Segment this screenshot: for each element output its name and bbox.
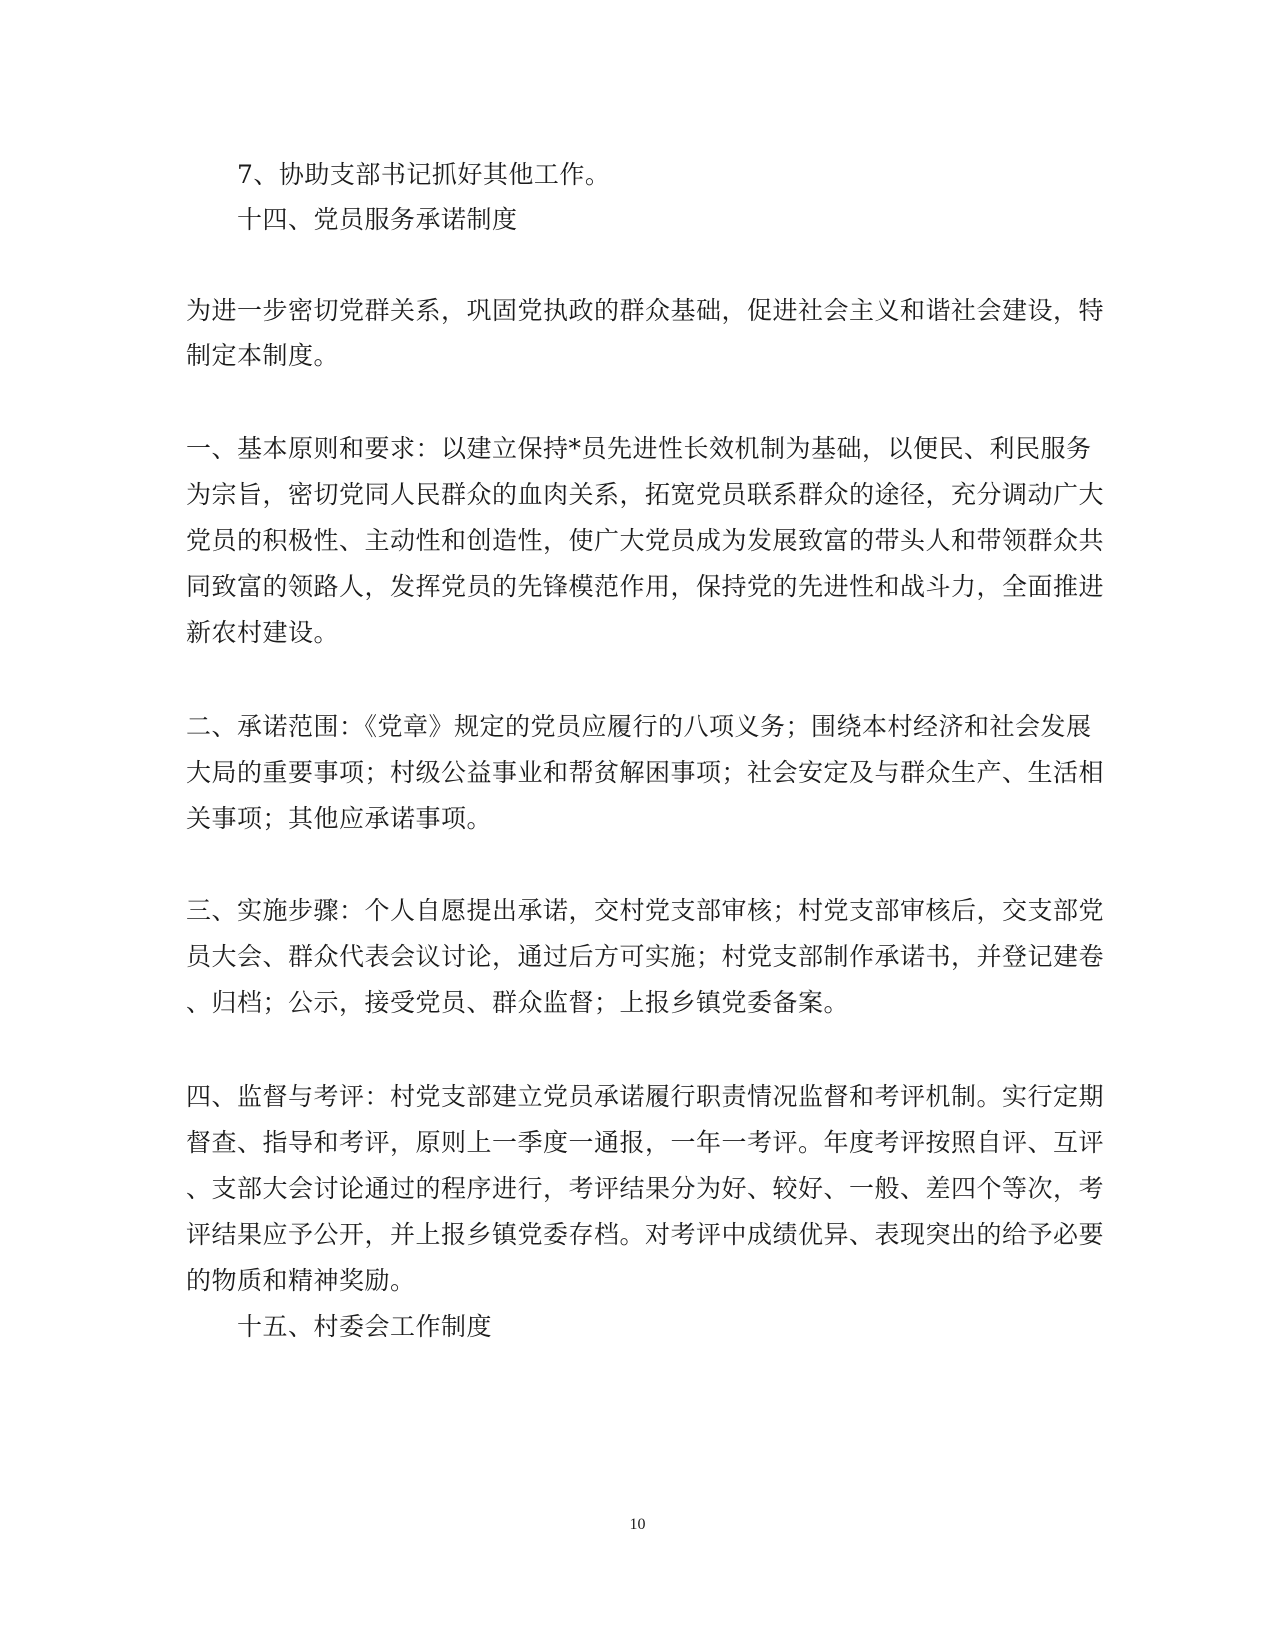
text-line: 为进一步密切党群关系，巩固党执政的群众基础，促进社会主义和谐社会建设，特 [186, 296, 1105, 325]
text-line: 评结果应予公开，并上报乡镇党委存档。对考评中成绩优异、表现突出的给予必要 [186, 1220, 1105, 1249]
section-heading: 十四、党员服务承诺制度 [237, 205, 518, 234]
text-line: 制定本制度。 [186, 341, 340, 370]
text-line: 一、基本原则和要求：以建立保持*员先进性长效机制为基础，以便民、利民服务 [186, 434, 1092, 463]
text-line: 同致富的领路人，发挥党员的先锋模范作用，保持党的先进性和战斗力，全面推进 [186, 572, 1105, 601]
text-line: 、支部大会讨论通过的程序进行，考评结果分为好、较好、一般、差四个等次，考 [186, 1174, 1105, 1203]
text-line: 关事项；其他应承诺事项。 [186, 804, 493, 833]
text-line: 四、监督与考评：村党支部建立党员承诺履行职责情况监督和考评机制。实行定期 [186, 1082, 1105, 1111]
text-line: 大局的重要事项；村级公益事业和帮贫解困事项；社会安定及与群众生产、生活相 [186, 758, 1105, 787]
text-line: 为宗旨，密切党同人民群众的血肉关系，拓宽党员联系群众的途径，充分调动广大 [186, 480, 1105, 509]
text-line: 督查、指导和考评，原则上一季度一通报，一年一考评。年度考评按照自评、互评 [186, 1128, 1105, 1157]
text-line: 、归档；公示，接受党员、群众监督；上报乡镇党委备案。 [186, 988, 850, 1017]
section-heading: 十五、村委会工作制度 [237, 1312, 493, 1341]
text-line: 员大会、群众代表会议讨论，通过后方可实施；村党支部制作承诺书，并登记建卷 [186, 942, 1105, 971]
text-line: 二、承诺范围：《党章》规定的党员应履行的八项义务；围绕本村经济和社会发展 [186, 712, 1092, 741]
page-number: 10 [629, 1516, 646, 1533]
text-line: 的物质和精神奖励。 [186, 1266, 416, 1295]
text-line: 7、协助支部书记抓好其他工作。 [237, 160, 611, 189]
text-line: 党员的积极性、主动性和创造性，使广大党员成为发展致富的带头人和带领群众共 [186, 526, 1105, 555]
text-line: 三、实施步骤：个人自愿提出承诺，交村党支部审核；村党支部审核后，交支部党 [186, 896, 1105, 925]
text-line: 新农村建设。 [186, 618, 340, 647]
